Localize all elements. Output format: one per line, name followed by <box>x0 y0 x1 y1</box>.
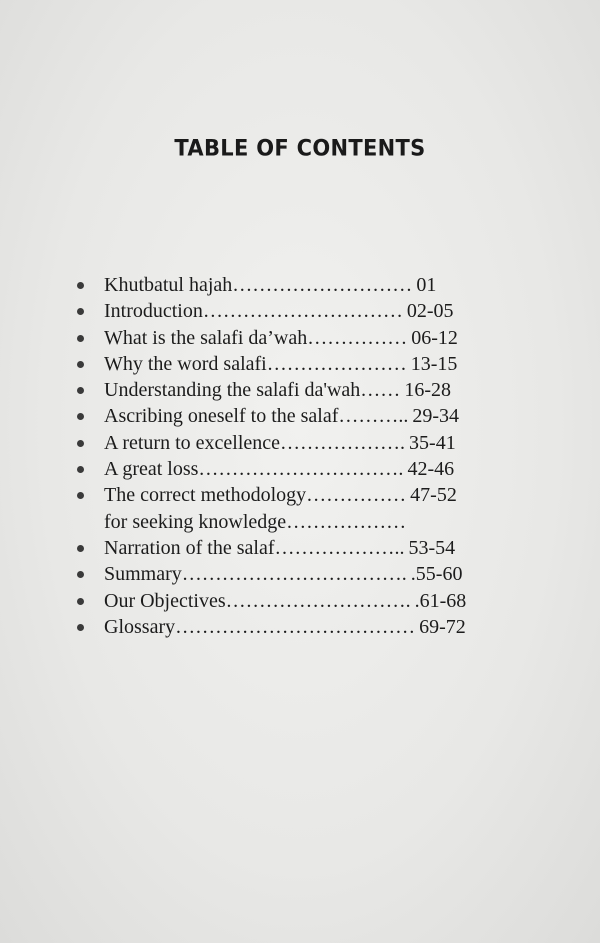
toc-entry-title: Our Objectives………………………. <box>104 589 411 612</box>
toc-entry-title: Why the word salafi………………… <box>104 352 407 375</box>
toc-entry-pages: 02-05 <box>406 300 454 323</box>
toc-entry-ascribing-oneself <box>72 403 512 429</box>
bullet-icon <box>77 492 84 499</box>
toc-entry-row <box>104 482 457 508</box>
toc-entry-pages: 13-15 <box>410 352 458 375</box>
toc-entry-title-continued: for seeking knowledge……………… <box>104 510 407 533</box>
toc-entry-title: A great loss…………………………. <box>104 458 404 481</box>
toc-entry-title: Narration of the salaf……………….. <box>104 536 405 559</box>
bullet-icon <box>77 545 84 552</box>
bullet-icon <box>77 335 84 342</box>
bullet-icon <box>77 282 84 289</box>
bullet-icon <box>77 598 84 605</box>
toc-entry-understanding-salafi-dawah <box>72 377 512 403</box>
toc-entry-multiline <box>104 482 457 535</box>
toc-entry-pages: 47-52 <box>410 484 457 507</box>
bullet-icon <box>77 413 84 420</box>
bullet-icon <box>77 466 84 473</box>
toc-entry-pages: .61-68 <box>414 589 467 612</box>
toc-entry-introduction <box>72 298 512 324</box>
toc-entry-title: Introduction………………………… <box>104 300 403 323</box>
toc-entry-pages: 69-72 <box>419 615 466 638</box>
toc-entry-summary <box>72 561 512 587</box>
toc-entry-pages: .55-60 <box>410 563 463 586</box>
toc-entry-title: Khutbatul hajah……………………… <box>104 274 413 296</box>
toc-entry-pages: 16-28 <box>404 379 451 402</box>
toc-entry-glossary <box>72 614 512 640</box>
toc-entry-why-the-word-salafi <box>72 351 512 377</box>
toc-entry-title: A return to excellence………………. <box>104 431 406 454</box>
toc-entry-pages: 35-41 <box>409 431 456 454</box>
bullet-icon <box>77 440 84 447</box>
toc-entry-our-objectives <box>72 588 512 614</box>
toc-entry-a-great-loss <box>72 456 512 482</box>
toc-entry-correct-methodology <box>72 482 512 535</box>
toc-entry-narration-of-salaf <box>72 535 512 561</box>
bullet-icon <box>77 624 84 631</box>
toc-entry-what-is-salafi-dawah <box>72 325 512 351</box>
toc-entry-pages: 29-34 <box>412 405 460 428</box>
toc-entry-return-to-excellence <box>72 430 512 456</box>
toc-entry-title: Glossary……………………………… <box>104 615 416 638</box>
toc-entry-pages: 42-46 <box>407 458 455 481</box>
toc-entry-title: Summary……………………………. <box>104 563 407 586</box>
bullet-icon <box>77 387 84 394</box>
toc-entry-title: The correct methodology…………… <box>104 484 407 507</box>
toc-entry-pages: 01 <box>416 274 437 296</box>
toc-entry-title: What is the salafi da’wah…………… <box>104 326 408 349</box>
toc-entry-pages: 06-12 <box>411 326 458 349</box>
page-title: TABLE OF CONTENTS <box>174 135 426 161</box>
toc-entry-row <box>104 509 457 535</box>
toc-entry-pages: 53-54 <box>408 536 456 559</box>
toc-entry-khutbatul-hajah <box>72 272 512 298</box>
toc-entry-title: Ascribing oneself to the salaf……….. <box>104 405 409 428</box>
bullet-icon <box>77 361 84 368</box>
bullet-icon <box>77 308 84 315</box>
bullet-icon <box>77 571 84 578</box>
table-of-contents <box>72 272 512 640</box>
toc-entry-title: Understanding the salafi da'wah…… <box>104 379 401 402</box>
